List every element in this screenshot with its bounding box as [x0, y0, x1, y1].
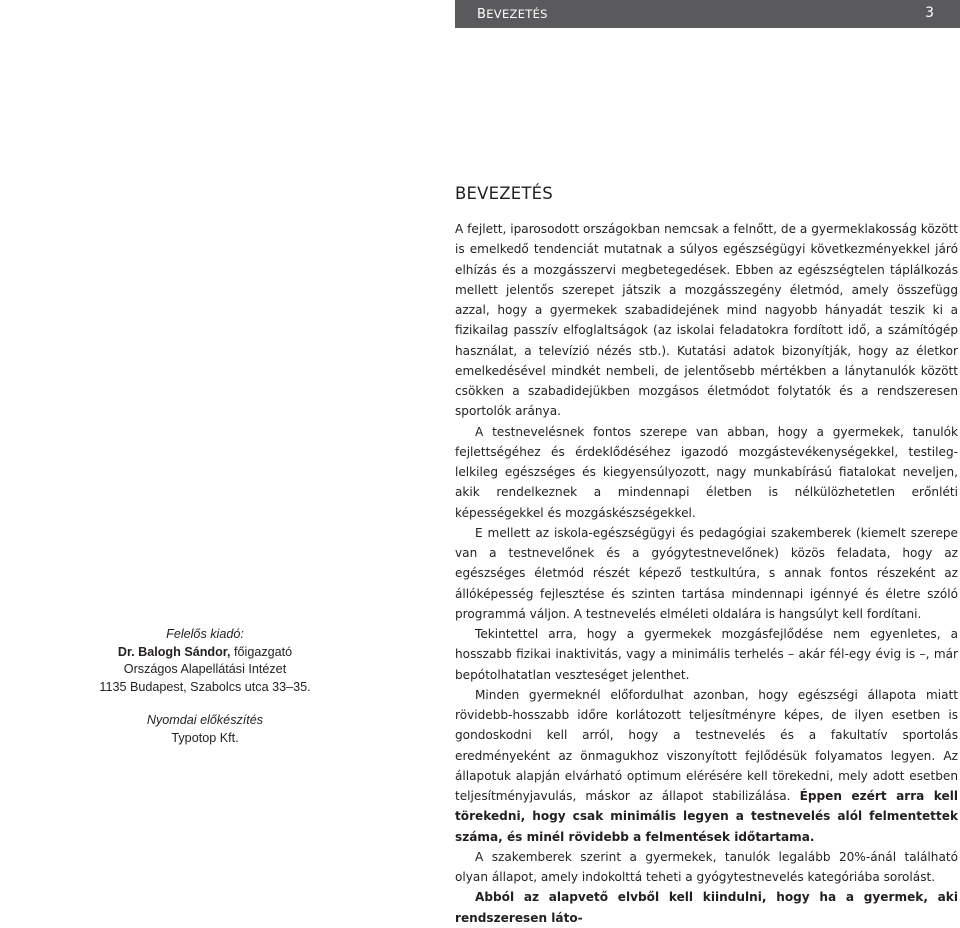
prepress-label: Nyomdai előkészítés — [146, 713, 264, 727]
paragraph: A testnevelésnek fontos szerepe van abban, hogy a gyermekek, tanulók fejlettségéhez és érdeklődéséhez igazodó mozgástevékenységekkel, testileg-lelkileg egészséges és kiegyensúlyozott, nagy munkabírású fiatalokat neveljen, akik rendelkeznek a mindennapi életben is nélkülözhetetlen erőnléti képességekkel és mozgáskészségekkel. — [455, 424, 958, 520]
paragraph-text: Minden gyermeknél előfordulhat azonban, hogy egészségi állapota miatt rövidebb-hosszabb időre korlátozott teljesítményre képes, de ilyen esetben is gondoskodni kell arról, hogy a testnevelés és a fakultatív sportolás eredményeként az önmagukhoz viszonyított fejlődésük folyamatos legyen. Az állapotuk alapján elvárható optimum elérésére kell törekedni, mely adott esetben teljesítményjavulás, máskor az állapot stabilizálása. — [455, 687, 958, 803]
prepress-company: Typotop Kft. — [171, 730, 239, 745]
paragraph: Tekintettel arra, hogy a gyermekek mozgásfejlődése nem egyenletes, a hosszabb fizikai inaktivitás, vagy a minimális terhelés – akár fél-egy évig is –, már bepótolhatatlan veszteséget jelenthet. — [455, 627, 958, 682]
institute-name: Országos Alapellátási Intézet — [123, 662, 287, 676]
paragraph: A szakemberek szerint a gyermekek, tanulók legalább 20%-ánál található olyan állapot, amely indokolttá teheti a gyógytestnevelés kategóriába sorolást. — [455, 849, 958, 884]
paragraph — [455, 685, 958, 847]
page-number: 3 — [925, 5, 934, 21]
publisher-role: főigazgató — [230, 644, 293, 659]
paragraph — [455, 887, 958, 928]
paragraph-emphasis: Abból az alapvető elvből kell kiindulni, hogy ha a gyermek, aki rendszeresen láto- — [455, 890, 958, 925]
imprint-block — [0, 626, 410, 747]
running-header — [455, 0, 960, 28]
body-text — [455, 219, 958, 928]
running-header-title: BEVEZETÉS — [477, 7, 548, 22]
paragraph: A fejlett, iparosodott országokban nemcsak a felnőtt, de a gyermeklakosság között is emelkedő tendenciát mutatnak a súlyos egészségügyi következményekkel járó elhízás és a mozgásszervi megbetegedések. Ebben az egészségtelen táplálkozás mellett jelentős szerepet játszik a mozgásszegény életmód, amely összefügg azzal, hogy a gyermekek szabadidejének mind nagyobb hányadát teszik ki a fizikailag passzív elfoglaltságok (az iskolai feladatokra fordított idő, a számítógép használat, a televízió nézés stb.). Kutatási adatok bizonyítják, hogy az életkor emelkedésével mindkét nembeli, de jelentősebb mértékben a lánytanulók között csökken a szabadidejükben mozgásos életmódot folytatók és a rendszeresen sportolók aránya. — [455, 222, 958, 419]
publisher-name: Dr. Balogh Sándor, — [117, 644, 231, 659]
paragraph-emphasis: Éppen ezért arra kell törekedni, hogy csak minimális legyen a testnevelés alól felmentettek száma, és minél rövidebb a felmentések időtartama. — [455, 789, 958, 844]
publisher-line — [0, 644, 410, 662]
paragraph: E mellett az iskola-egészségügyi és pedagógiai szakemberek (kiemelt szerepe van a testnevelőnek és a gyógytestnevelőnek) közös feladata, hogy az egészséges életmód részét képező testkultúra, s annak fontos részeként az állóképesség fejlesztése és szinten tartása mindennapi igénnyé és életre szóló programmá váljon. A testnevelés elméleti oldalára is hangsúlyt kell fordítani. — [455, 525, 958, 621]
chapter-title: BEVEZETÉS — [455, 184, 553, 203]
publisher-label: Felelős kiadó: — [166, 627, 244, 641]
institute-address: 1135 Budapest, Szabolcs utca 33–35. — [99, 679, 311, 694]
